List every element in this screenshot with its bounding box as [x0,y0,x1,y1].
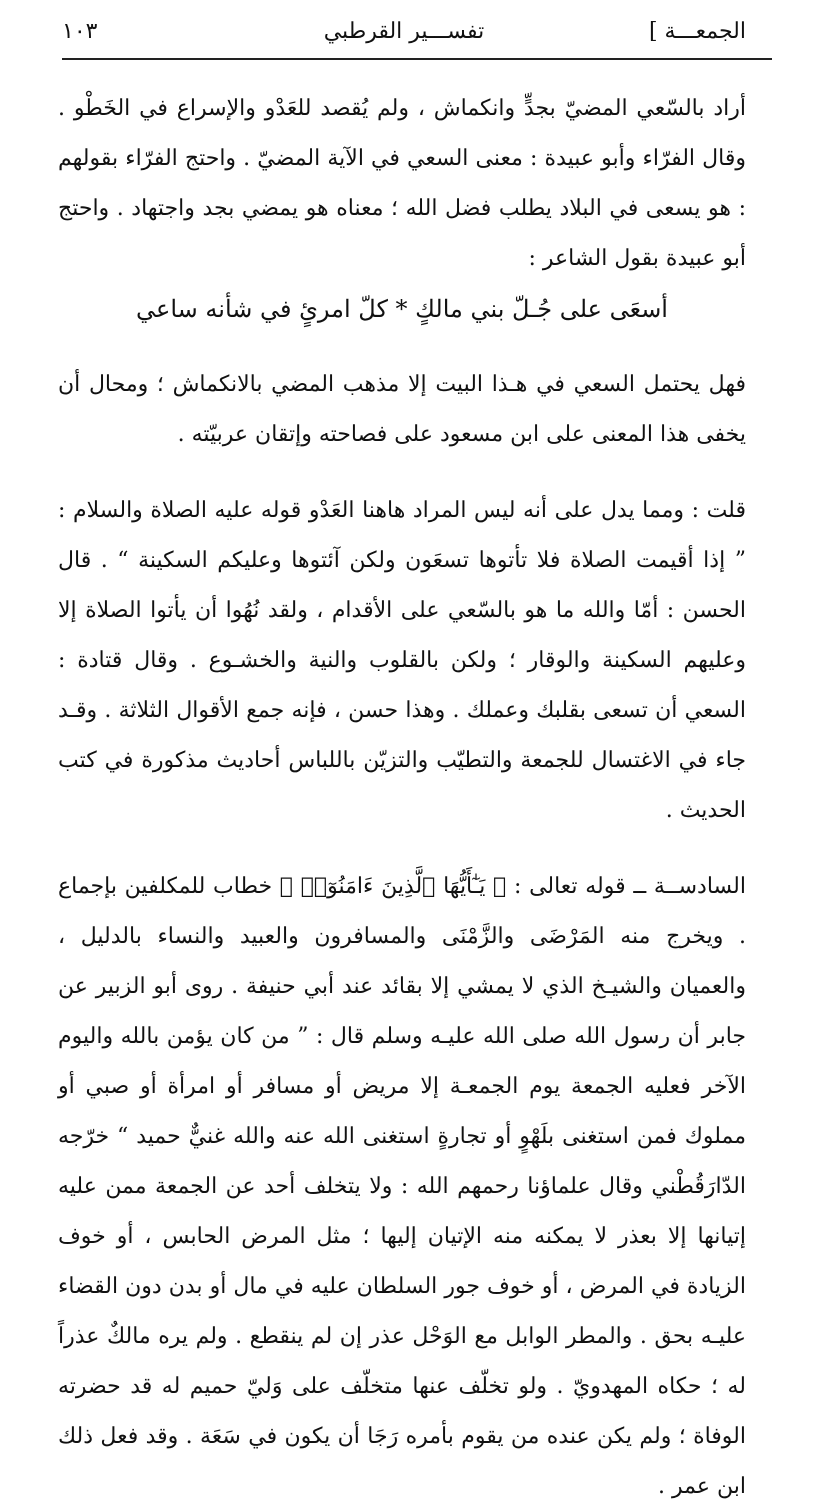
book-title: تفســـير القرطبي [323,19,485,44]
paragraph: فهل يحتمل السعي في هـذا البيت إلا مذهب المضي بالانكماش ؛ ومحال أن يخفى هذا المعنى على ابن مسعود على فصاحته وإتقان عربيّته . [58,372,746,447]
body-text [58,84,746,1512]
chapter-name: الجمعـــة ] [648,19,746,44]
page-number: ١٠٣ [62,19,98,44]
header-rule [62,58,772,60]
paragraph: أراد بالسّعي المضيّ بجدٍّ وانكماش ، ولم يُقصد للعَدْو والإسراع في الخَطْو . وقال الفرّاء وأبو عبيدة : معنى السعي في الآية المضيّ . واحتج الفرّاء بقولهم : هو يسعى في البلاد يطلب فضل الله ؛ معناه هو يمضي بجد واجتهاد . واحتج أبو عبيدة بقول الشاعر : [58,96,746,271]
poetry-verse: أسعَى على جُـلّ بني مالكٍ * كلّ امرئٍ في شأنه ساعي [136,295,668,323]
running-header [62,14,746,50]
paragraph: قلت : ومما يدل على أنه ليس المراد هاهنا العَدْو قوله عليه الصلاة والسلام : ” إذا أقيمت الصلاة فلا تأتوها تسعَون ولكن آئتوها وعليكم السكينة “ . قال الحسن : أمّا والله ما هو بالسّعي على الأقدام ، ولقد نُهُوا أن يأتوا الصلاة إلا وعليهم السكينة والوقار ؛ ولكن بالقلوب والنية والخشـوع . وقال قتادة : السعي أن تسعى بقلبك وعملك . وهذا حسن ، فإنه جمع الأقوال الثلاثة . وقـد جاء في الاغتسال للجمعة والتطيّب والتزيّن باللباس أحاديث مذكورة في كتب الحديث . [58,498,746,823]
paragraph: السادســة ــ قوله تعالى : ﴿ يَـٰٓأَيُّهَا ٱلَّذِينَ ءَامَنُوٓا۟ ﴾ خطاب للمكلفين بإجماع . ويخرج منه المَرْضَى والزَّمْنَى والمسافرون والعبيد والنساء بالدليل ، والعميان والشيـخ الذي لا يمشي إلا بقائد عند أبي حنيفة . روى أبو الزبير عن جابر أن رسول الله صلى الله عليـه وسلم قال : ” من كان يؤمن بالله واليوم الآخر فعليه الجمعة يوم الجمعـة إلا مريض أو مسافر أو امرأة أو صبي أو مملوك فمن استغنى بلَهْوٍ أو تجارةٍ استغنى الله عنه والله غنيٌّ حميد “ خرّجه الدّارَقُطْني وقال علماؤنا رحمهم الله : ولا يتخلف أحد عن الجمعة ممن عليه إتيانها إلا بعذر لا يمكنه منه الإتيان إليها ؛ مثل المرض الحابس ، أو خوف الزيادة في المرض ، أو خوف جور السلطان عليه في مال أو بدن دون القضاء عليـه بحق . والمطر الوابل مع الوَحْل عذر إن لم ينقطع . ولم يره مالكٌ عذراً له ؛ حكاه المهدويّ . ولو تخلّف عنها متخلّف على وَليّ حميم له قد حضرته الوفاة ؛ ولم يكن عنده من يقوم بأمره رَجَا أن يكون في سَعَة . وقد فعل ذلك ابن عمر . [58,874,746,1499]
